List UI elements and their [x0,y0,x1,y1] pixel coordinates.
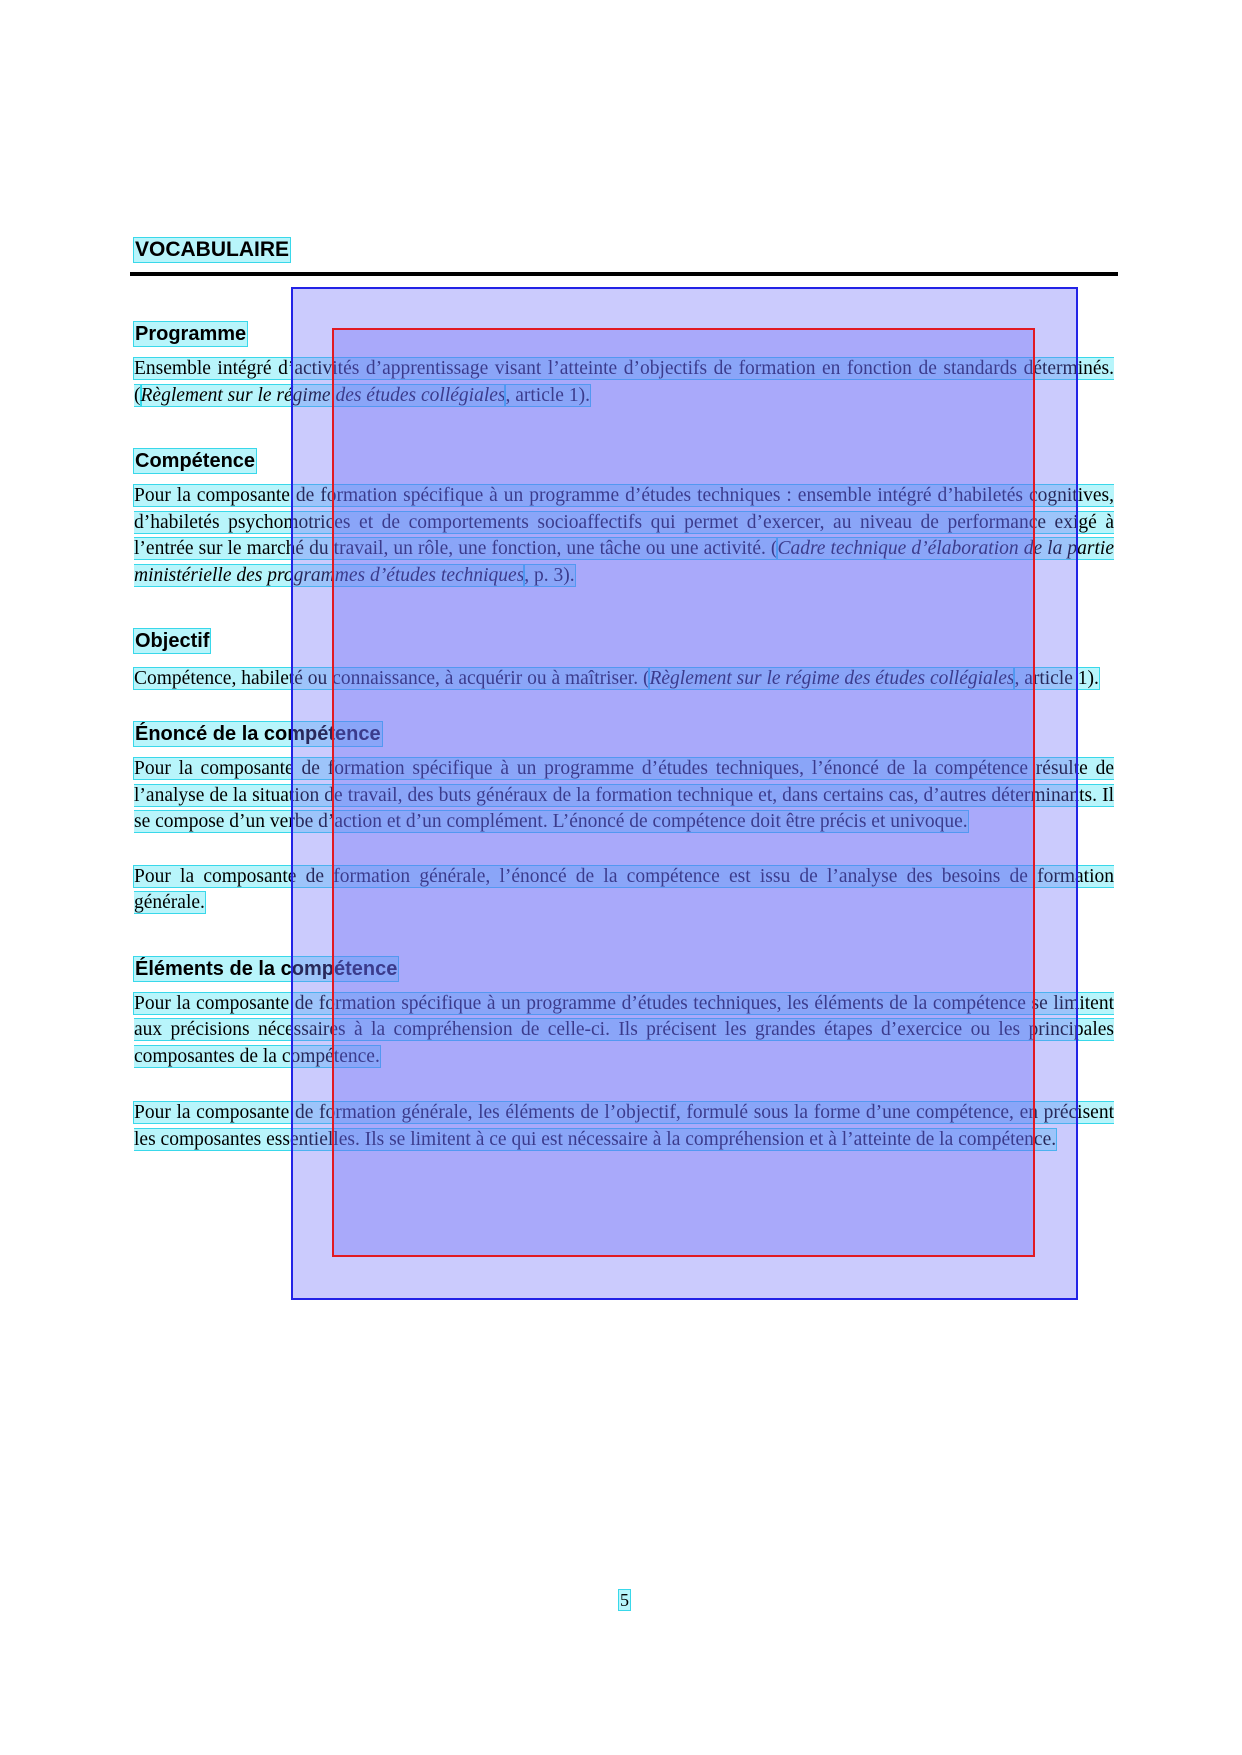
term-heading: Énoncé de la compétence [135,723,381,745]
definition-paragraph: Pour la composante de formation générale, l’énoncé de la compétence est issu de l’analyse des besoins de formation générale. [134,865,1114,913]
title-underline [130,272,1118,276]
term-heading: Éléments de la compétence [135,957,398,980]
definition-elements [134,957,1114,1154]
definition-objectif [134,629,1114,694]
term-heading: Objectif [135,630,210,652]
definition-paragraph: Compétence, habileté ou connaissance, à acquérir ou à maîtriser. (Règlement sur le régime des études collégiales, article 1). [134,668,1099,689]
definition-paragraph: Pour la composante de formation générale, les éléments de l’objectif, formulé sous la forme d’une compétence, en précisent les composantes essentielles. Ils se limitent à ce qui est nécessaire à la compréhension et à l’atteinte de la compétence. [134,1102,1114,1150]
definition-paragraph: Pour la composante de formation spécifique à un programme d’études techniques, l’énoncé de la compétence résulte de l’analyse de la situation de travail, des buts généraux de la formation technique et, dans certains cas, d’autres déterminants. Il se compose d’un verbe d’action et d’un complément. L’énoncé de compétence doit être précis et univoque. [134,758,1114,832]
vocabulary-content [134,322,1114,1153]
definition-paragraph: Pour la composante de formation spécifique à un programme d’études techniques, les éléments de la compétence se limitent aux précisions nécessaires à la compréhension de celle-ci. Ils précisent les grandes étapes d’exercice ou les principales composantes de la compétence. [134,992,1114,1067]
page-number: 5 [620,1590,629,1610]
definition-paragraph: Ensemble intégré d’activités d’apprentissage visant l’atteinte d’objectifs de formation en fonction de standards déterminés. (Règlement sur le régime des études collégiales, article 1). [134,358,1114,406]
page-title: VOCABULAIRE [135,238,290,261]
term-heading: Compétence [135,450,256,472]
definition-paragraph: Pour la composante de formation spécifique à un programme d’études techniques : ensemble intégré d’habiletés cognitives, d’habiletés psychomotrices et de comportements socioaffectifs qui permet d’exercer, au niveau de performance exigé à l’entrée sur le marché du travail, un rôle, une fonction, une tâche ou une activité. (Cadre technique d’élaboration de la partie ministérielle des programmes d’études techniques, p. 3). [134,485,1114,586]
term-heading: Programme [135,323,247,345]
definition-competence [134,449,1114,589]
definition-programme [134,322,1114,409]
definition-enonce [134,722,1114,917]
